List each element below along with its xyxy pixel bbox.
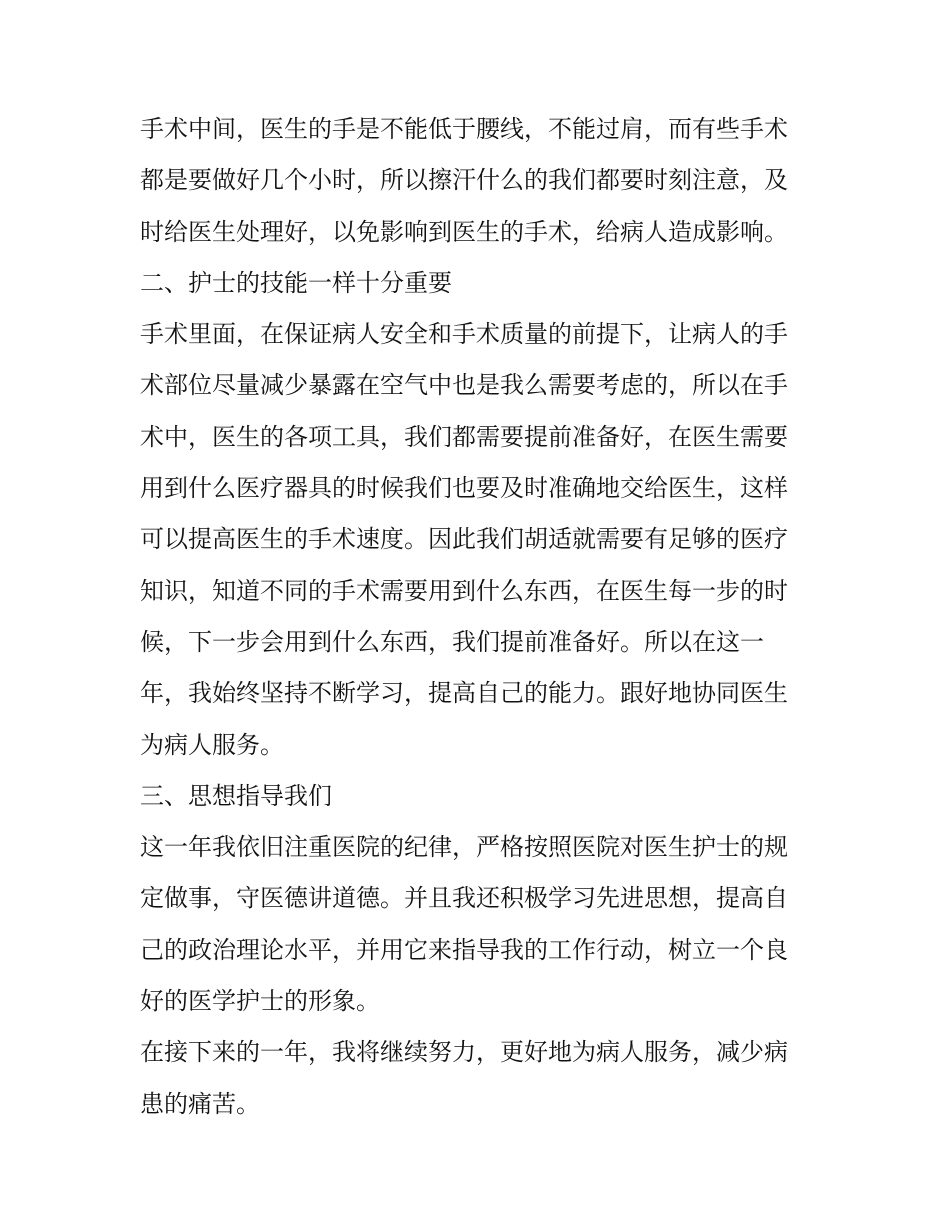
paragraph-line: 手术中间，医生的手是不能低于腰线，不能过肩，而有些手术 xyxy=(140,115,788,143)
paragraph-line: 好的医学护士的形象。 xyxy=(140,987,380,1016)
paragraph-line: 用到什么医疗器具的时候我们也要及时准确地交给医生，这样 xyxy=(140,474,788,503)
paragraph-line: 为病人服务。 xyxy=(140,730,284,759)
paragraph-line: 定做事，守医德讲道德。并且我还积极学习先进思想，提高自 xyxy=(140,884,788,913)
paragraph-line: 这一年我依旧注重医院的纪律，严格按照医院对医生护士的规 xyxy=(140,833,788,862)
paragraph-line: 可以提高医生的手术速度。因此我们胡适就需要有足够的医疗 xyxy=(140,525,788,554)
paragraph-line: 患的痛苦。 xyxy=(140,1089,260,1118)
paragraph-line: 年，我始终坚持不断学习，提高自己的能力。跟好地协同医生 xyxy=(140,679,788,708)
paragraph-line: 手术里面，在保证病人安全和手术质量的前提下，让病人的手 xyxy=(140,320,788,349)
paragraph-line: 在接下来的一年，我将继续努力，更好地为病人服务，减少病 xyxy=(140,1038,788,1067)
paragraph-line: 术中，医生的各项工具，我们都需要提前准备好，在医生需要 xyxy=(140,422,788,451)
section-heading-skills: 二、护士的技能一样十分重要 xyxy=(140,268,452,297)
paragraph-line: 术部位尽量减少暴露在空气中也是我么需要考虑的，所以在手 xyxy=(140,371,788,400)
paragraph-line: 候，下一步会用到什么东西，我们提前准备好。所以在这一 xyxy=(140,627,764,656)
paragraph-line: 时给医生处理好，以免影响到医生的手术，给病人造成影响。 xyxy=(140,217,788,246)
paragraph-line: 知识，知道不同的手术需要用到什么东西，在医生每一步的时 xyxy=(140,576,788,605)
document-body xyxy=(140,104,816,1130)
paragraph-line: 己的政治理论水平，并用它来指导我的工作行动，树立一个良 xyxy=(140,935,788,964)
paragraph-line: 都是要做好几个小时，所以擦汗什么的我们都要时刻注意，及 xyxy=(140,166,788,195)
section-heading-thought: 三、思想指导我们 xyxy=(140,781,332,810)
